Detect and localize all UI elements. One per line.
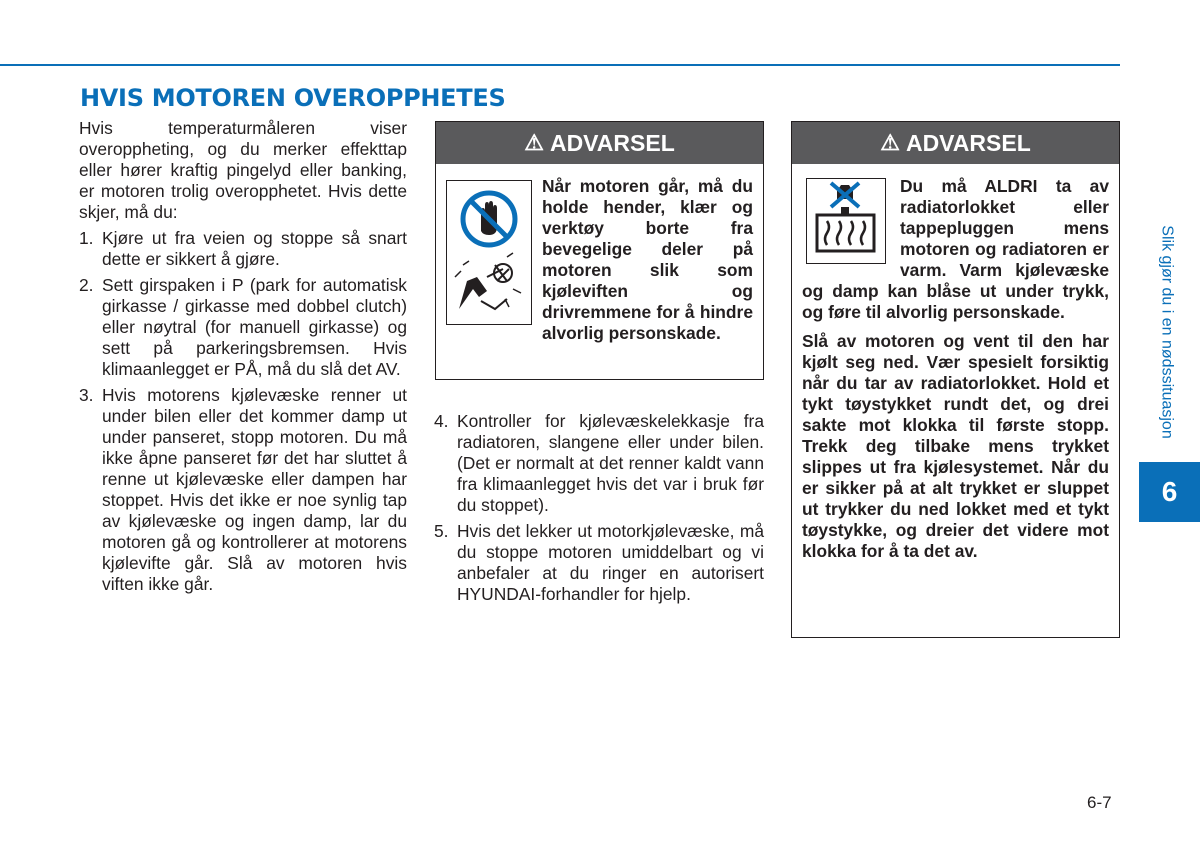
list-item	[434, 521, 764, 605]
page-number: 6-7	[1087, 793, 1112, 812]
chapter-title: Slik gjør du i en nødssituasjon	[1159, 225, 1176, 439]
list-item	[79, 275, 407, 380]
step-number: 3.	[79, 385, 94, 405]
warning-text: Når motoren går, må du holde hender, klær og verktøy borte fra bevegelige deler på motoren slik som kjøleviften og drivremmene for å hindre alvorlig personskade.	[542, 176, 753, 343]
top-rule	[0, 64, 1120, 66]
column-middle	[434, 406, 764, 605]
chapter-tab	[1139, 462, 1200, 522]
list-item	[79, 228, 407, 270]
chapter-side-label	[1152, 208, 1182, 456]
step-number: 2.	[79, 275, 94, 295]
steps-list-1	[79, 228, 407, 595]
warning-triangle-icon: ⚠	[524, 130, 544, 155]
step-text: Hvis motorens kjølevæske renner ut under bilen eller det kommer damp ut under panseret, stopp motoren. Du må ikke åpne panseret før det har sluttet å renne ut kjølevæske eller dampen har stoppet. Hvis det ikke er noe synlig tap av kjølevæske og ingen damp, lar du motoren gå og kontrollerer at motorens kjølevifte går. Slå av motoren hvis viften ikke går.	[102, 385, 407, 594]
step-text: Kontroller for kjølevæskelekkasje fra radiatoren, slangene eller under bilen. (Det er normalt at det renner kaldt vann fra klimaanlegget hvis det var i bruk før du stoppet).	[457, 411, 764, 515]
list-item	[79, 385, 407, 595]
chapter-number: 6	[1161, 476, 1178, 507]
warning-body	[436, 164, 763, 354]
column-left	[79, 118, 407, 595]
warning-header	[792, 122, 1119, 164]
section-title: HVIS MOTOREN OVEROPPHETES	[80, 84, 506, 112]
step-text: Kjøre ut fra veien og stoppe så snart dette er sikkert å gjøre.	[102, 228, 407, 269]
warning-box-fan	[435, 121, 764, 380]
list-item	[434, 411, 764, 516]
step-number: 4.	[434, 411, 449, 431]
warning-body	[792, 164, 1119, 572]
steps-list-2	[434, 411, 764, 605]
warning-text-1: Du må ALDRI ta av radiatorlokket eller tappepluggen mens motoren og radiatoren er varm. Varm kjølevæske og damp kan blåse ut under trykk, og føre til alvorlig personskade.	[802, 176, 1109, 322]
hot-radiator-no-touch-icon	[806, 178, 886, 264]
step-number: 5.	[434, 521, 449, 541]
warning-box-radiator	[791, 121, 1120, 638]
warning-title: ADVARSEL	[549, 129, 675, 156]
step-text: Hvis det lekker ut motorkjølevæske, må du stoppe motoren umiddelbart og vi anbefaler at du ringer en autorisert HYUNDAI-forhandler for hjelp.	[457, 521, 764, 604]
warning-triangle-icon: ⚠	[880, 130, 900, 155]
warning-header	[436, 122, 763, 164]
step-text: Sett girspaken i P (park for automatisk girkasse / girkasse med dobbel clutch) eller nøytral (for manuell girkasse) og sett på parkeringsbremsen. Hvis klimaanlegget er PÅ, må du slå det AV.	[102, 275, 407, 379]
step-number: 1.	[79, 228, 94, 248]
warning-title: ADVARSEL	[905, 129, 1031, 156]
no-hands-fan-warning-icon	[446, 180, 532, 325]
warning-text-2: Slå av motoren og vent til den har kjølt seg ned. Vær spesielt forsiktig når du tar av radiatorlokket. Hold et tykt tøystykket rundt det, og drei sakte mot klokka til første stopp. Trekk deg tilbake mens trykket slippes ut fra kjølesystemet. Når du er sikker på at alt trykket er sluppet ut trykker du ned lokket med et tykt tøystykke, og dreier det videre mot klokka for å ta det av.	[802, 331, 1109, 561]
intro-paragraph: Hvis temperaturmåleren viser overoppheting, og du merker effekttap eller hører kraftig pingelyd eller banking, er motoren trolig overopphetet. Hvis dette skjer, må du:	[79, 118, 407, 222]
